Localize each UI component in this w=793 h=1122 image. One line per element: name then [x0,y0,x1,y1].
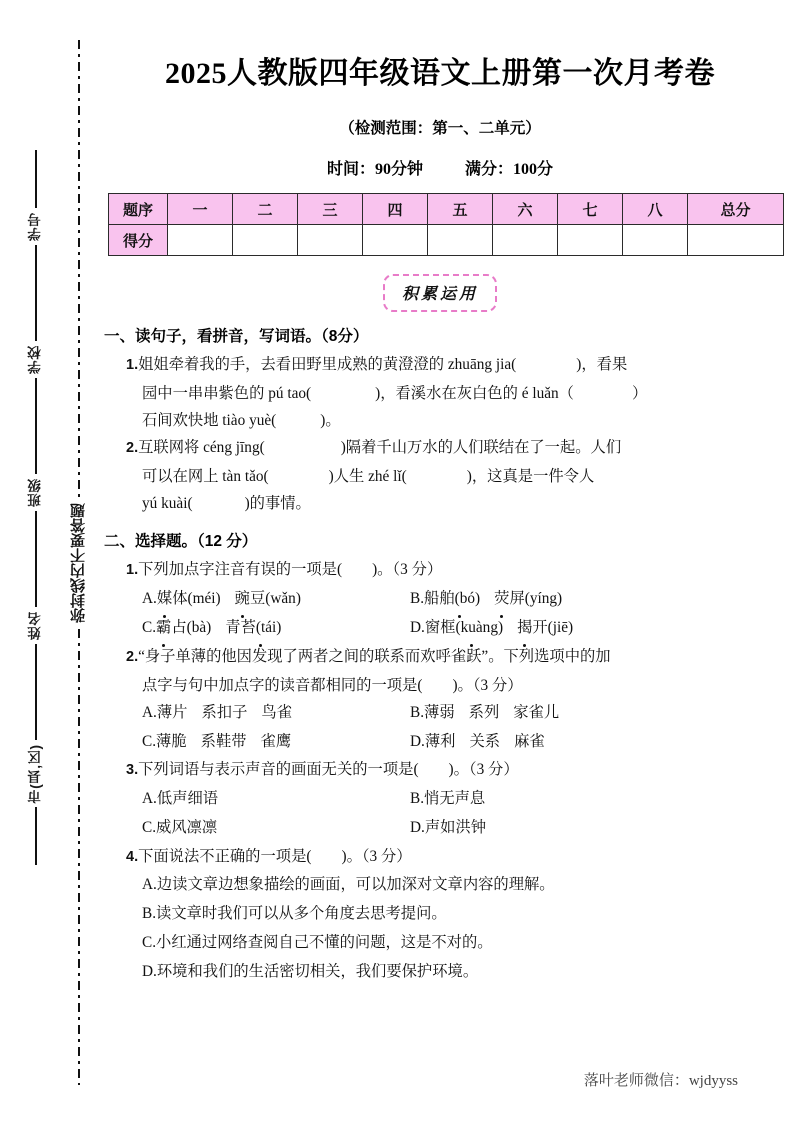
question-1-1-line1 [104,351,776,379]
question-number: 2. [126,440,139,457]
field-rule [35,245,37,341]
option-label: D. [410,818,425,836]
question-text-tail: )。（3 分） [372,561,443,579]
question-1-2-line3 [104,490,776,517]
option-label: D. [410,619,425,637]
question-text: yú kuài( [142,495,193,513]
footer-credit: 落叶老师微信：wjdyyss [583,1073,738,1089]
page-title: 2025人教版四年级语文上册第一次月考卷 [165,57,715,90]
question-text: )人生 zhé lǐ( [328,468,407,486]
exam-paper-body [104,0,776,1122]
question-text-tail: )。 [320,412,341,430]
option-text: 开(jiē) [532,619,574,637]
option-label: A. [142,590,157,608]
option-label: B. [410,703,425,721]
section-one-heading: 一、读句子，看拼音，写词语。（8分） [104,328,369,345]
question-text-tail: )隔着千山万水的人们联结在了一起。人们 [340,439,622,457]
dotted-char: 荧 [494,585,509,614]
option-C[interactable] [142,728,410,757]
score-cell-3[interactable] [298,225,363,256]
field-entry-xuexiao [14,341,58,378]
question-2-3-options-row-2 [104,814,776,843]
question-1-1-line2 [104,380,776,407]
question-text: 下面说法不正确的一项是( [138,847,312,865]
option-text: 窗 [424,619,441,637]
option-text: 读文章时我们可以从多个角度去思考提问。 [156,905,447,923]
table-row-header [109,194,784,225]
score-cell-6[interactable] [493,225,558,256]
question-text-tail: )。（3 分） [341,847,412,865]
option-label: A. [142,876,157,894]
option-C[interactable] [142,814,410,843]
question-number: 2. [126,648,139,665]
question-text-tail: )。（3 分） [452,676,523,694]
question-2-4-option-C[interactable] [104,929,776,958]
section-two [104,529,776,986]
question-2-1-options-row-2 [104,614,776,643]
field-entry-banji [14,474,58,511]
option-word-1: 薄弱 [424,703,455,721]
seal-dash-line-top [78,40,80,497]
dotted-char: 豌 [235,585,250,614]
option-text: 占(bà) [171,619,212,637]
score-table-row-label-0: 题序 [109,194,168,225]
question-text: 点字与句中加点字的读音都相同的一项是( [142,676,423,694]
question-2-1-options-row-1 [104,585,776,614]
question-number: 3. [126,762,139,779]
option-text: 青 [225,619,241,637]
question-2-4-option-A[interactable] [104,871,776,900]
student-fields-column [14,150,58,980]
option-label: A. [142,703,157,721]
dotted-char: 揭 [517,614,532,643]
seal-line-text: 弥封线内不要答题 [69,502,87,623]
option-word-2: 系鞋带 [200,732,247,750]
question-2-2-stem-line1 [104,643,776,671]
option-D[interactable] [410,814,776,843]
score-cell-5[interactable] [428,225,493,256]
total-score-label: 满分：100分 [465,161,554,178]
field-rule [35,378,37,474]
score-table-col-7: 七 [558,194,623,225]
question-number: 4. [126,848,139,865]
option-text: 船 [424,590,440,608]
question-text: 互联网将 céng jīng( [138,439,265,457]
question-text-tail: )，看果 [576,356,628,373]
field-label-shixianqu: 市(县,区) [28,744,44,804]
question-text: 下列加点字注音有误的一项是( [138,561,343,579]
option-A[interactable] [142,585,410,614]
option-word-3: 雀鹰 [260,732,292,750]
question-2-2-options-row-1 [104,699,776,728]
field-entry-xingming [14,607,58,644]
question-text: 园中一串串紫色的 pú tao( [142,384,312,402]
score-table-row-label-1: 得分 [109,225,168,256]
option-word-1: 薄利 [424,732,456,750]
scope-subtitle: （检测范围：第一、二单元） [339,120,541,137]
dotted-char: 媒 [157,585,172,614]
dotted-char: 苔(tái) [241,614,282,643]
option-label: D. [410,732,425,750]
question-2-1-stem [104,556,776,584]
seal-line-column [62,40,96,1085]
question-1-1-line3 [104,407,776,434]
field-label-xuexiao: 学校 [28,345,44,374]
score-cell-8[interactable] [623,225,688,256]
option-word-2: 系扣子 [201,703,248,721]
score-table-col-3: 三 [298,194,363,225]
section-one [104,324,776,517]
question-number: 1. [126,562,139,579]
option-text: 小红通过网络查阅自己不懂的问题，这是不对的。 [156,933,493,951]
field-label-banji: 班级 [28,478,44,507]
option-text: 低声细语 [156,790,219,808]
field-rule [35,644,37,740]
score-cell-2[interactable] [233,225,298,256]
option-label: A. [142,790,157,808]
table-row-scores [109,225,784,256]
option-word-1: 薄片 [156,703,188,721]
option-text: 威风凛凛 [156,818,218,836]
badge-jileiyunyong: 积累运用 [383,274,497,312]
option-label: B. [410,790,425,808]
option-label: B. [410,590,425,608]
score-cell-1[interactable] [168,225,233,256]
question-2-4-option-B[interactable] [104,900,776,929]
option-C[interactable] [142,614,410,643]
score-table-col-2: 二 [233,194,298,225]
option-B[interactable] [410,785,776,814]
option-word-3: 家雀儿 [513,703,560,721]
field-label-xuehao: 学号 [28,212,44,241]
option-text: 边读文章边想象描绘的画面，可以加深对文章内容的理解。 [156,876,555,894]
option-text: 声如洪钟 [424,818,487,836]
question-text-tail: )的事情。 [244,495,311,513]
option-text: 豆(wǎn) [249,590,301,608]
option-label: C. [142,818,157,836]
question-text: “身子单薄的他因发现了两者之间的联系而欢呼雀跃”。下列选项中的加 [138,647,611,665]
time-limit-label: 时间：90分钟 [326,161,423,178]
option-D[interactable] [410,728,776,757]
question-number: 1. [126,357,139,373]
option-word-3: 麻雀 [514,732,545,750]
score-table [108,193,784,256]
section-two-heading: 二、选择题。（12 分） [104,533,258,551]
dotted-char: 框(kuàng) [440,614,503,643]
field-rule [35,511,37,607]
dotted-char: 舶(bó) [439,585,480,614]
field-entry-shixianqu [14,740,58,807]
question-text: 下列词语与表示声音的画面无关的一项是( [138,761,419,779]
option-label: C. [142,933,157,951]
question-text-tail: )。（3 分） [448,761,519,779]
option-word-3: 鸟雀 [261,703,292,721]
score-cell-7[interactable] [558,225,623,256]
option-word-2: 系列 [468,703,500,721]
question-text: 可以在网上 tàn tǎo( [142,468,269,486]
question-text-tail: )，这真是一件令人 [466,468,595,486]
field-rule [35,807,37,865]
dotted-char: 霸 [156,614,171,643]
question-1-2-line2 [104,463,776,490]
score-table-col-total: 总分 [688,194,784,225]
question-1-2-line1 [104,434,776,462]
option-text: 屏(yíng) [509,590,563,608]
score-cell-total[interactable] [688,225,784,256]
score-cell-4[interactable] [363,225,428,256]
question-2-2-stem-line2 [104,672,776,699]
option-label: B. [142,905,157,923]
score-table-col-6: 六 [493,194,558,225]
question-text: 石间欢快地 tiào yuè( [142,412,277,430]
option-A[interactable] [142,785,410,814]
question-2-4-stem [104,843,776,871]
field-entry-xuehao [14,208,58,245]
exam-meta [104,156,776,179]
score-table-col-4: 四 [363,194,428,225]
option-label: C. [142,619,157,637]
option-B[interactable] [410,699,776,728]
field-label-xingming: 姓名 [28,611,44,640]
option-word-2: 关系 [469,732,501,750]
section-badge-wrap [104,274,776,312]
question-2-4-option-D[interactable] [104,958,776,987]
option-word-1: 薄脆 [156,732,187,750]
field-rule [35,150,37,208]
option-label: D. [142,962,157,980]
seal-dash-line-bottom [78,629,80,1086]
option-A[interactable] [142,699,410,728]
question-text-tail: ） [631,384,648,402]
question-text: )，看溪水在灰白色的 é luǎn（ [375,384,574,402]
option-text: 体(méi) [172,590,221,608]
score-table-col-8: 八 [623,194,688,225]
option-D[interactable] [410,614,776,643]
option-text: 悄无声息 [424,790,486,808]
left-margin-seal-area [0,0,100,1122]
option-text: 环境和我们的生活密切相关，我们要保护环境。 [156,962,479,980]
score-table-col-5: 五 [428,194,493,225]
score-table-col-1: 一 [168,194,233,225]
question-text: 姐姐牵着我的手，去看田野里成熟的黄澄澄的 zhuāng jia( [138,356,517,373]
option-B[interactable] [410,585,776,614]
option-label: C. [142,732,157,750]
question-2-3-stem [104,756,776,784]
question-2-2-options-row-2 [104,728,776,757]
question-2-3-options-row-1 [104,785,776,814]
